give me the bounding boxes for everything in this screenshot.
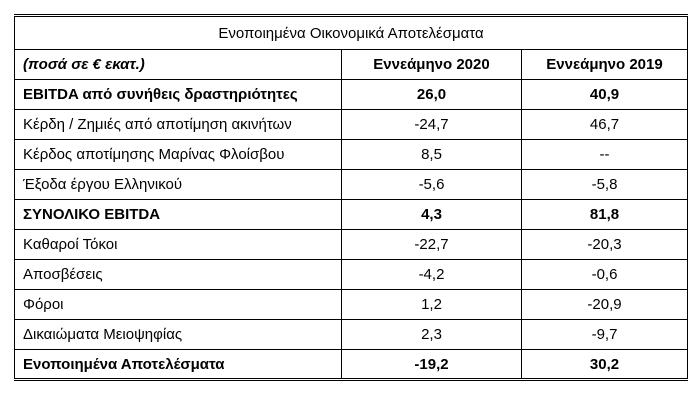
row-label: Καθαροί Τόκοι	[15, 230, 342, 260]
column-header-2019: Εννεάμηνο 2019	[522, 50, 688, 80]
column-header-2020: Εννεάμηνο 2020	[342, 50, 522, 80]
value-2019: 30,2	[522, 350, 688, 380]
financial-results-table-container	[14, 14, 687, 381]
table-title: Ενοποιημένα Οικονομικά Αποτελέσματα	[15, 16, 688, 50]
row-label: Κέρδη / Ζημιές από αποτίμηση ακινήτων	[15, 110, 342, 140]
value-2020: 4,3	[342, 200, 522, 230]
table-row	[15, 110, 688, 140]
value-2019: 40,9	[522, 80, 688, 110]
row-label: Κέρδος αποτίμησης Μαρίνας Φλοίσβου	[15, 140, 342, 170]
value-2020: 8,5	[342, 140, 522, 170]
value-2019: -9,7	[522, 320, 688, 350]
table-row	[15, 200, 688, 230]
table-row	[15, 230, 688, 260]
value-2019: 81,8	[522, 200, 688, 230]
table-header-row	[15, 50, 688, 80]
value-2020: 26,0	[342, 80, 522, 110]
value-2020: -24,7	[342, 110, 522, 140]
table-row	[15, 260, 688, 290]
row-label: Φόροι	[15, 290, 342, 320]
financial-results-table	[14, 14, 688, 381]
table-row	[15, 290, 688, 320]
value-2020: -4,2	[342, 260, 522, 290]
unit-label: (ποσά σε € εκατ.)	[15, 50, 342, 80]
value-2019: -0,6	[522, 260, 688, 290]
row-label: Έξοδα έργου Ελληνικού	[15, 170, 342, 200]
row-label: Ενοποιημένα Αποτελέσματα	[15, 350, 342, 380]
table-row	[15, 140, 688, 170]
value-2020: -5,6	[342, 170, 522, 200]
value-2019: -5,8	[522, 170, 688, 200]
value-2019: 46,7	[522, 110, 688, 140]
value-2020: 2,3	[342, 320, 522, 350]
value-2019: --	[522, 140, 688, 170]
table-row	[15, 320, 688, 350]
value-2020: -19,2	[342, 350, 522, 380]
table-title-row	[15, 16, 688, 50]
table-row	[15, 170, 688, 200]
value-2019: -20,9	[522, 290, 688, 320]
row-label: ΣΥΝΟΛΙΚΟ EBITDA	[15, 200, 342, 230]
row-label: Δικαιώματα Μειοψηφίας	[15, 320, 342, 350]
table-row	[15, 350, 688, 380]
table-row	[15, 80, 688, 110]
value-2019: -20,3	[522, 230, 688, 260]
row-label: EBITDA από συνήθεις δραστηριότητες	[15, 80, 342, 110]
value-2020: 1,2	[342, 290, 522, 320]
row-label: Αποσβέσεις	[15, 260, 342, 290]
value-2020: -22,7	[342, 230, 522, 260]
